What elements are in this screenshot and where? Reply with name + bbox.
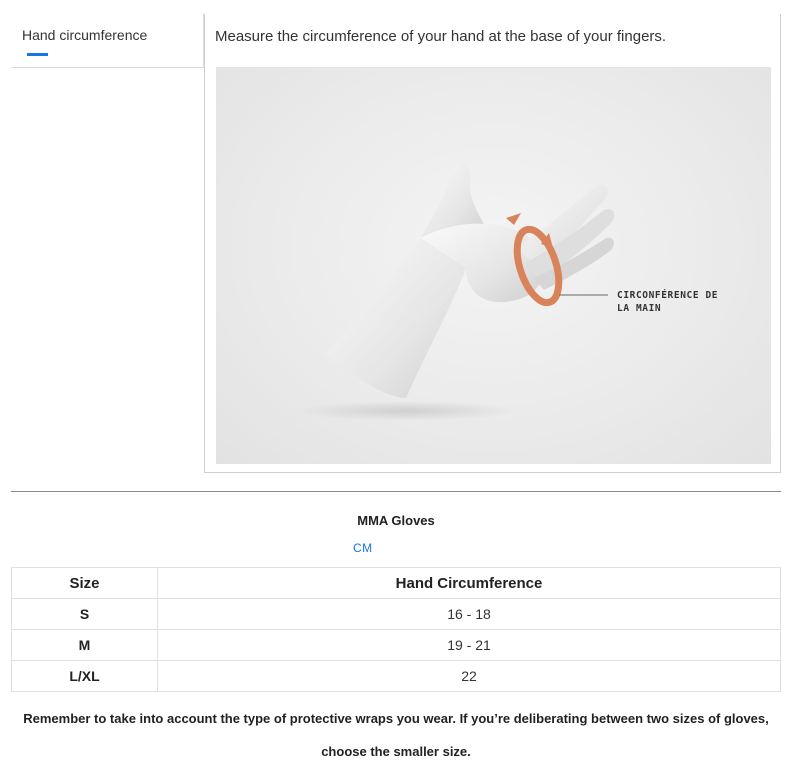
hand-shadow bbox=[296, 401, 516, 421]
size-cell: M bbox=[12, 630, 158, 661]
table-row bbox=[12, 630, 781, 661]
hand-measurement-illustration bbox=[216, 67, 771, 464]
table-header-row bbox=[12, 568, 781, 599]
section-divider bbox=[11, 491, 781, 492]
sizing-note: Remember to take into account the type of protective wraps you wear. If you’re deliberating between two sizes of gloves, choose the smaller size. bbox=[23, 711, 769, 759]
table-row bbox=[12, 661, 781, 692]
active-tab-indicator bbox=[27, 53, 48, 56]
figure-label-line2: LA MAIN bbox=[617, 303, 662, 314]
band-arrow-icon bbox=[506, 213, 521, 225]
circumference-cell: 19 - 21 bbox=[158, 630, 781, 661]
measurement-instruction: Measure the circumference of your hand at the base of your fingers. bbox=[215, 28, 667, 45]
column-header-size: Size bbox=[12, 568, 158, 599]
tab-panel bbox=[204, 14, 781, 473]
column-header-hand-circumference: Hand Circumference bbox=[158, 568, 781, 599]
figure-label-line1: CIRCONFÉRENCE DE bbox=[617, 290, 719, 301]
size-cell: L/XL bbox=[12, 661, 158, 692]
table-row bbox=[12, 599, 781, 630]
unit-toggle[interactable]: CM bbox=[353, 541, 373, 555]
circumference-cell: 22 bbox=[158, 661, 781, 692]
forearm-shape bbox=[326, 238, 466, 398]
size-guide-tabs bbox=[11, 14, 204, 68]
tab-hand-circumference[interactable]: Hand circumference bbox=[22, 27, 148, 43]
hand-illustration-svg bbox=[216, 68, 771, 464]
circumference-cell: 16 - 18 bbox=[158, 599, 781, 630]
size-cell: S bbox=[12, 599, 158, 630]
size-table bbox=[11, 567, 781, 692]
size-table-title: MMA Gloves bbox=[357, 513, 435, 528]
